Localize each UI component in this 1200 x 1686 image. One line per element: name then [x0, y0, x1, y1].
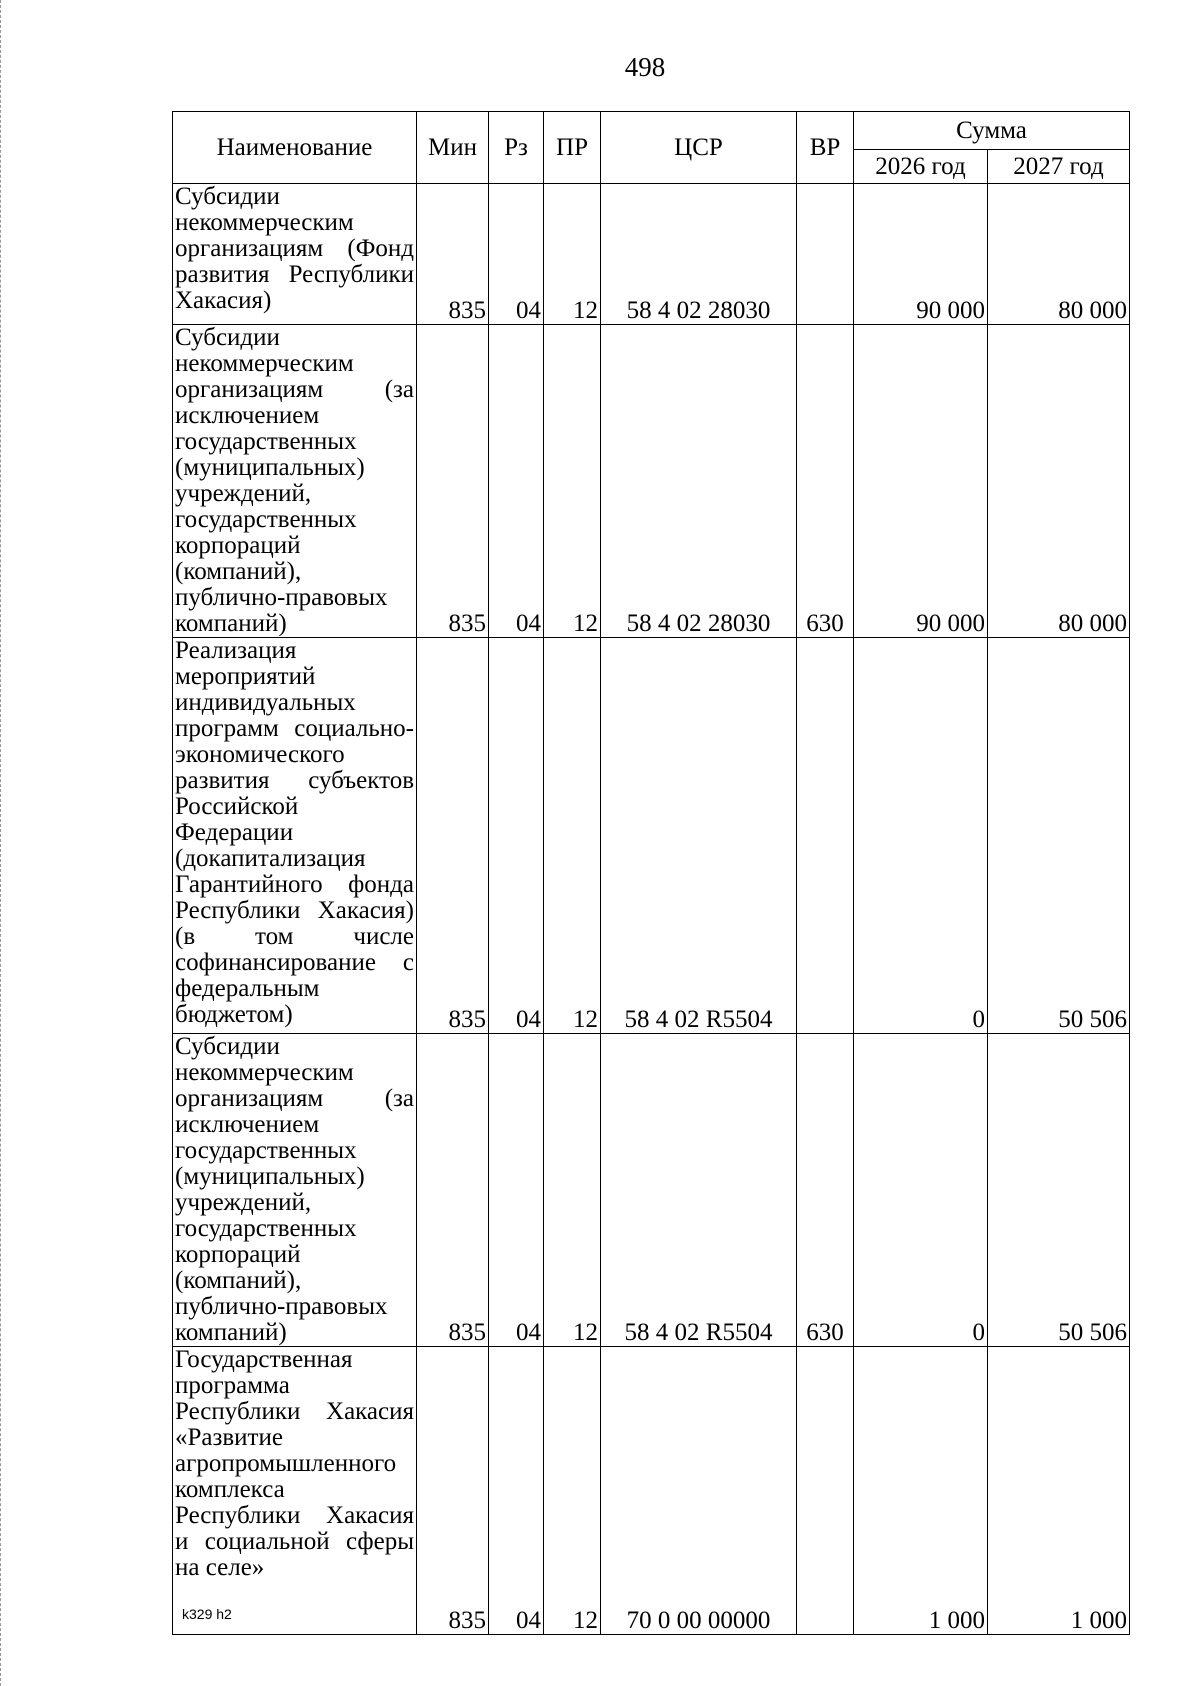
table-row: [173, 325, 1130, 638]
row-amount-2026: 0: [854, 638, 988, 1034]
row-min: 835: [417, 325, 489, 638]
row-rz: 04: [489, 1347, 544, 1635]
row-vr: [797, 638, 854, 1034]
page-number: 498: [624, 52, 666, 82]
header-min: Мин: [417, 112, 489, 184]
row-amount-2026: 90 000: [854, 184, 988, 325]
header-vr: ВР: [797, 112, 854, 184]
row-pr: 12: [544, 1347, 601, 1635]
row-name: Субсидии некоммерческим организациям (за исключением государственных (муниципальных) учреждений, государственных корпораций (компаний), публично-правовых компаний): [173, 1034, 417, 1347]
row-min: 835: [417, 1347, 489, 1635]
table-row: [173, 184, 1130, 325]
row-min: 835: [417, 1034, 489, 1347]
row-csr: 58 4 02 R5504: [601, 638, 797, 1034]
row-name: Субсидии некоммерческим организациям (за исключением государственных (муниципальных) учреждений, государственных корпораций (компаний), публично-правовых компаний): [173, 325, 417, 638]
page-edge: [0, 0, 1, 1686]
row-pr: 12: [544, 325, 601, 638]
row-rz: 04: [489, 325, 544, 638]
row-pr: 12: [544, 1034, 601, 1347]
header-year-2026: 2026 год: [854, 150, 988, 184]
row-amount-2026: 1 000: [854, 1347, 988, 1635]
header-sum: Сумма: [854, 112, 1130, 150]
header-year-2027: 2027 год: [988, 150, 1130, 184]
row-pr: 12: [544, 184, 601, 325]
header-rz: Рз: [489, 112, 544, 184]
row-amount-2027: 50 506: [988, 1034, 1130, 1347]
row-rz: 04: [489, 184, 544, 325]
row-name: Реализация мероприятий индивидуальных программ социально-экономического развития субъектов Российской Федерации (докапитализация Гарантийного фонда Республики Хакасия) (в том числе софинансирование с федеральным бюджетом): [173, 638, 417, 1034]
budget-table: [172, 111, 1130, 1635]
row-amount-2027: 80 000: [988, 325, 1130, 638]
table-row: [173, 1347, 1130, 1635]
header-name: Наименование: [173, 112, 417, 184]
table-row: [173, 638, 1130, 1034]
row-name: Государственная программа Республики Хакасия «Развитие агропромышленного комплекса Республики Хакасия и социальной сферы на селе»: [173, 1347, 417, 1635]
table-row: [173, 1034, 1130, 1347]
row-name: Субсидии некоммерческим организациям (Фонд развития Республики Хакасия): [173, 184, 417, 325]
row-vr: [797, 184, 854, 325]
row-min: 835: [417, 638, 489, 1034]
row-csr: 58 4 02 28030: [601, 325, 797, 638]
header-pr: ПР: [544, 112, 601, 184]
row-amount-2026: 90 000: [854, 325, 988, 638]
row-amount-2026: 0: [854, 1034, 988, 1347]
row-vr: 630: [797, 1034, 854, 1347]
row-csr: 58 4 02 28030: [601, 184, 797, 325]
row-pr: 12: [544, 638, 601, 1034]
row-amount-2027: 80 000: [988, 184, 1130, 325]
row-rz: 04: [489, 1034, 544, 1347]
row-rz: 04: [489, 638, 544, 1034]
header-csr: ЦСР: [601, 112, 797, 184]
footer-code: k329 h2: [182, 1606, 232, 1622]
row-vr: [797, 1347, 854, 1635]
row-amount-2027: 50 506: [988, 638, 1130, 1034]
row-csr: 58 4 02 R5504: [601, 1034, 797, 1347]
row-amount-2027: 1 000: [988, 1347, 1130, 1635]
row-csr: 70 0 00 00000: [601, 1347, 797, 1635]
row-min: 835: [417, 184, 489, 325]
row-vr: 630: [797, 325, 854, 638]
